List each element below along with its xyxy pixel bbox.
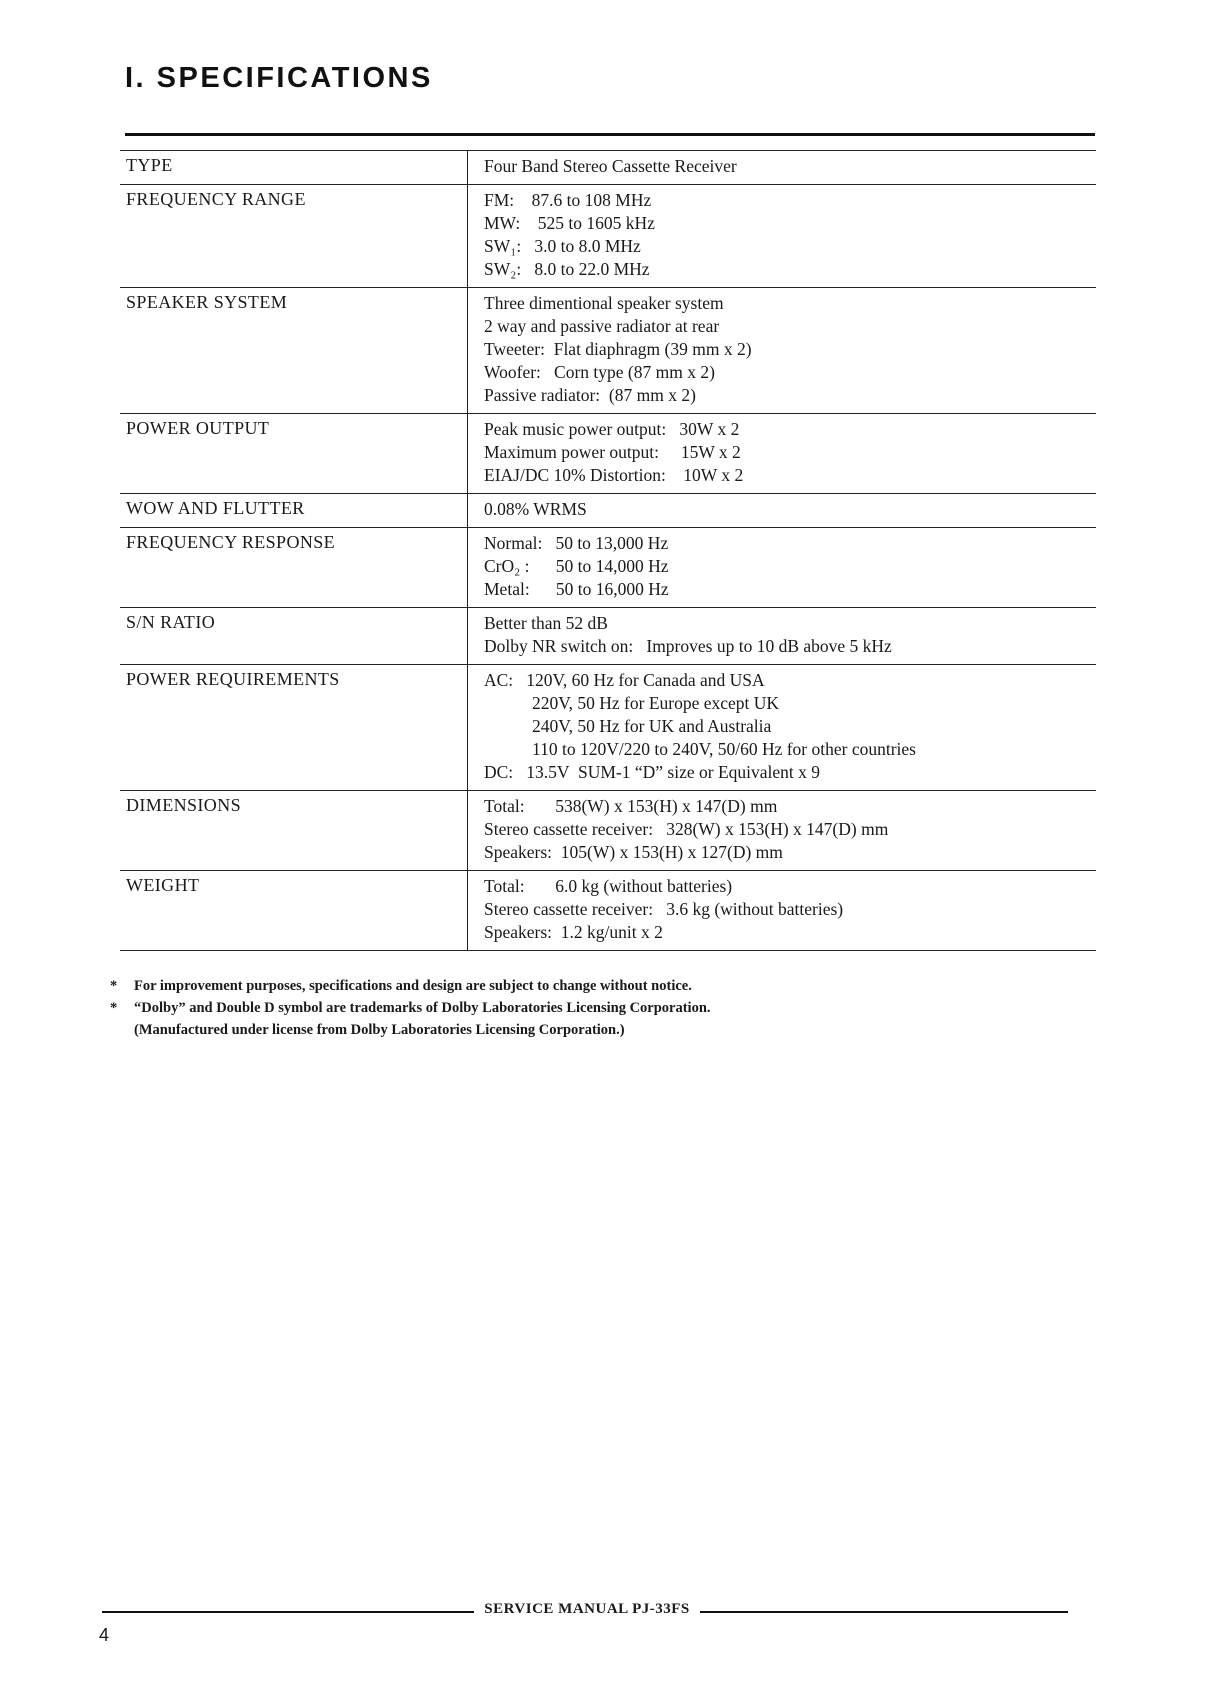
spec-value: FM: 87.6 to 108 MHz bbox=[484, 190, 652, 210]
spec-values bbox=[467, 185, 1096, 287]
spec-value: Speakers: 1.2 kg/unit x 2 bbox=[484, 922, 663, 942]
spec-value: Total: 6.0 kg (without batteries) bbox=[484, 876, 733, 896]
footer-title: SERVICE MANUAL PJ-33FS bbox=[484, 1601, 690, 1617]
footnote-text: “Dolby” and Double D symbol are trademarks of Dolby Laboratories Licensing Corporation. bbox=[134, 1000, 711, 1016]
spec-value: DC: 13.5V SUM-1 “D” size or Equivalent x 9 bbox=[484, 762, 821, 782]
spec-values bbox=[467, 494, 1096, 527]
spec-row-speaker-system bbox=[120, 287, 1096, 413]
spec-value: Metal: 50 to 16,000 Hz bbox=[484, 579, 669, 599]
spec-value: EIAJ/DC 10% Distortion: 10W x 2 bbox=[484, 465, 744, 485]
title-rule bbox=[125, 133, 1095, 136]
spec-value: Dolby NR switch on: Improves up to 10 dB above 5 kHz bbox=[484, 636, 892, 656]
spec-value: Better than 52 dB bbox=[484, 613, 608, 633]
spec-values bbox=[467, 528, 1096, 607]
spec-label: POWER OUTPUT bbox=[126, 418, 270, 438]
spec-row-frequency-response bbox=[120, 527, 1096, 607]
spec-label: POWER REQUIREMENTS bbox=[126, 669, 340, 689]
spec-values bbox=[467, 791, 1096, 870]
footnote-text: (Manufactured under license from Dolby Laboratories Licensing Corporation.) bbox=[134, 1022, 625, 1038]
spec-value: Maximum power output: 15W x 2 bbox=[484, 442, 741, 462]
spec-label: FREQUENCY RANGE bbox=[126, 189, 306, 209]
spec-row-wow-and-flutter bbox=[120, 493, 1096, 527]
footer-rule bbox=[700, 1611, 1068, 1613]
spec-row-weight bbox=[120, 870, 1096, 951]
footnote-continuation bbox=[110, 1019, 930, 1041]
asterisk-marker: * bbox=[110, 1000, 118, 1016]
footnotes bbox=[110, 975, 930, 1041]
footnote-text: For improvement purposes, specifications and design are subject to change without notice. bbox=[134, 978, 692, 994]
spec-values bbox=[467, 608, 1096, 664]
footnote bbox=[110, 975, 930, 997]
spec-value: Speakers: 105(W) x 153(H) x 127(D) mm bbox=[484, 842, 783, 862]
spec-value: 240V, 50 Hz for UK and Australia bbox=[532, 716, 772, 736]
spec-value: Tweeter: Flat diaphragm (39 mm x 2) bbox=[484, 339, 752, 359]
page-number: 4 bbox=[99, 1625, 110, 1645]
spec-value: SW₁: 3.0 to 8.0 MHz bbox=[484, 236, 641, 256]
spec-value: CrO₂ : 50 to 14,000 Hz bbox=[484, 556, 669, 576]
spec-values bbox=[467, 288, 1096, 413]
spec-value: Peak music power output: 30W x 2 bbox=[484, 419, 740, 439]
spec-values bbox=[467, 414, 1096, 493]
spec-row-type bbox=[120, 150, 1096, 184]
spec-values bbox=[467, 151, 1096, 184]
spec-values bbox=[467, 871, 1096, 950]
spec-value: MW: 525 to 1605 kHz bbox=[484, 213, 655, 233]
spec-value: Three dimentional speaker system bbox=[484, 293, 724, 313]
spec-value: 0.08% WRMS bbox=[484, 499, 587, 519]
spec-row-sn-ratio bbox=[120, 607, 1096, 664]
spec-label: WEIGHT bbox=[126, 875, 200, 895]
spec-row-frequency-range bbox=[120, 184, 1096, 287]
spec-values bbox=[467, 665, 1096, 790]
spec-value: 220V, 50 Hz for Europe except UK bbox=[532, 693, 780, 713]
spec-label: TYPE bbox=[126, 155, 173, 175]
spec-value: Woofer: Corn type (87 mm x 2) bbox=[484, 362, 715, 382]
footnote bbox=[110, 997, 930, 1019]
spec-row-power-requirements bbox=[120, 664, 1096, 790]
spec-row-power-output bbox=[120, 413, 1096, 493]
spec-label: S/N RATIO bbox=[126, 612, 216, 632]
spec-value: Passive radiator: (87 mm x 2) bbox=[484, 385, 696, 405]
spec-label: FREQUENCY RESPONSE bbox=[126, 532, 336, 552]
footer-rule bbox=[102, 1611, 474, 1613]
spec-value: Stereo cassette receiver: 3.6 kg (without batteries) bbox=[484, 899, 844, 919]
spec-value: Stereo cassette receiver: 328(W) x 153(H) x 147(D) mm bbox=[484, 819, 889, 839]
spec-label: DIMENSIONS bbox=[126, 795, 242, 815]
spec-label: SPEAKER SYSTEM bbox=[126, 292, 288, 312]
spec-value: Normal: 50 to 13,000 Hz bbox=[484, 533, 669, 553]
spec-row-dimensions bbox=[120, 790, 1096, 870]
page-title: I. SPECIFICATIONS bbox=[125, 62, 433, 94]
spec-value: 2 way and passive radiator at rear bbox=[484, 316, 720, 336]
spec-value: Total: 538(W) x 153(H) x 147(D) mm bbox=[484, 796, 778, 816]
spec-value: 110 to 120V/220 to 240V, 50/60 Hz for other countries bbox=[532, 739, 916, 759]
spec-value: SW₂: 8.0 to 22.0 MHz bbox=[484, 259, 650, 279]
spec-value: AC: 120V, 60 Hz for Canada and USA bbox=[484, 670, 765, 690]
specifications-table bbox=[120, 150, 1096, 951]
spec-label: WOW AND FLUTTER bbox=[126, 498, 305, 518]
asterisk-marker: * bbox=[110, 978, 118, 994]
spec-value: Four Band Stereo Cassette Receiver bbox=[484, 156, 737, 176]
